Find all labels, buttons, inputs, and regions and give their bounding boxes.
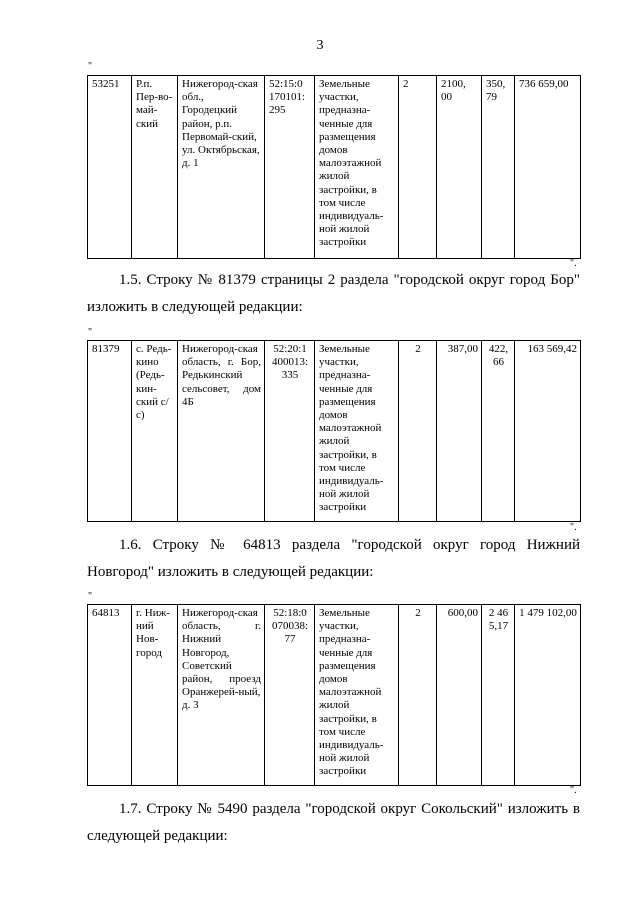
- cell-cadastral: 52:15:0 170101: 295: [265, 76, 315, 259]
- table-row: [88, 76, 581, 259]
- cell-rate: 422, 66: [482, 341, 515, 522]
- cell-group: 2: [399, 341, 437, 522]
- paragraph-1-6: 1.6. Строку № 64813 раздела "городской округ город Нижний Новгород" изложить в следующей редакции:: [87, 537, 580, 580]
- table-row: [88, 341, 581, 522]
- cell-purpose: Земельные участки, предназна-ченные для размещения домов малоэтажной жилой застройки, в том числе индивидуаль-ной жилой застройки: [315, 605, 399, 786]
- cell-settlement: с. Редь-кино (Редь-кин-ский с/с): [132, 341, 178, 522]
- cell-settlement: г. Ниж-ний Нов-город: [132, 605, 178, 786]
- close-quote: ".: [570, 785, 577, 796]
- open-quote: ": [88, 591, 93, 602]
- close-quote: ".: [570, 258, 577, 269]
- cell-value: 163 569,42: [515, 341, 581, 522]
- cell-rate: 2 46 5,17: [482, 605, 515, 786]
- cell-cadastral: 52:18:0 070038: 77: [265, 605, 315, 786]
- cell-address: Нижегород-ская обл., Городецкий район, р.п. Первомай-ский, ул. Октябрьская, д. 1: [178, 76, 265, 259]
- cell-value: 1 479 102,00: [515, 605, 581, 786]
- cell-group: 2: [399, 76, 437, 259]
- table-row: [88, 605, 581, 786]
- page-number: 3: [316, 38, 324, 53]
- cell-code: 64813: [88, 605, 132, 786]
- open-quote: ": [88, 327, 93, 338]
- register-row-table: [87, 340, 581, 522]
- open-quote: ": [88, 61, 93, 72]
- register-row-table: [87, 75, 581, 259]
- cell-area: 2100, 00: [437, 76, 482, 259]
- paragraph-1-7: 1.7. Строку № 5490 раздела "городской округ Сокольский" изложить в следующей редакции:: [87, 801, 580, 844]
- cell-settlement: Р.п. Пер-во-май-ский: [132, 76, 178, 259]
- cell-code: 53251: [88, 76, 132, 259]
- cell-area: 387,00: [437, 341, 482, 522]
- cell-address: Нижегород-ская область, г. Нижний Новгород, Советский район, проезд Оранжерей-ный, д. 3: [178, 605, 265, 786]
- cell-purpose: Земельные участки, предназна-ченные для размещения домов малоэтажной жилой застройки, в том числе индивидуаль-ной жилой застройки: [315, 76, 399, 259]
- cell-area: 600,00: [437, 605, 482, 786]
- cell-cadastral: 52:20:1 400013: 335: [265, 341, 315, 522]
- cell-address: Нижегород-ская область, г. Бор, Редькинский сельсовет, дом 4Б: [178, 341, 265, 522]
- close-quote: ".: [570, 522, 577, 533]
- paragraph-1-5: 1.5. Строку № 81379 страницы 2 раздела "городской округ город Бор" изложить в следующей редакции:: [87, 272, 580, 315]
- cell-rate: 350, 79: [482, 76, 515, 259]
- cell-code: 81379: [88, 341, 132, 522]
- cell-value: 736 659,00: [515, 76, 581, 259]
- register-row-table: [87, 604, 581, 786]
- cell-group: 2: [399, 605, 437, 786]
- cell-purpose: Земельные участки, предназна-ченные для размещения домов малоэтажной жилой застройки, в том числе индивидуаль-ной жилой застройки: [315, 341, 399, 522]
